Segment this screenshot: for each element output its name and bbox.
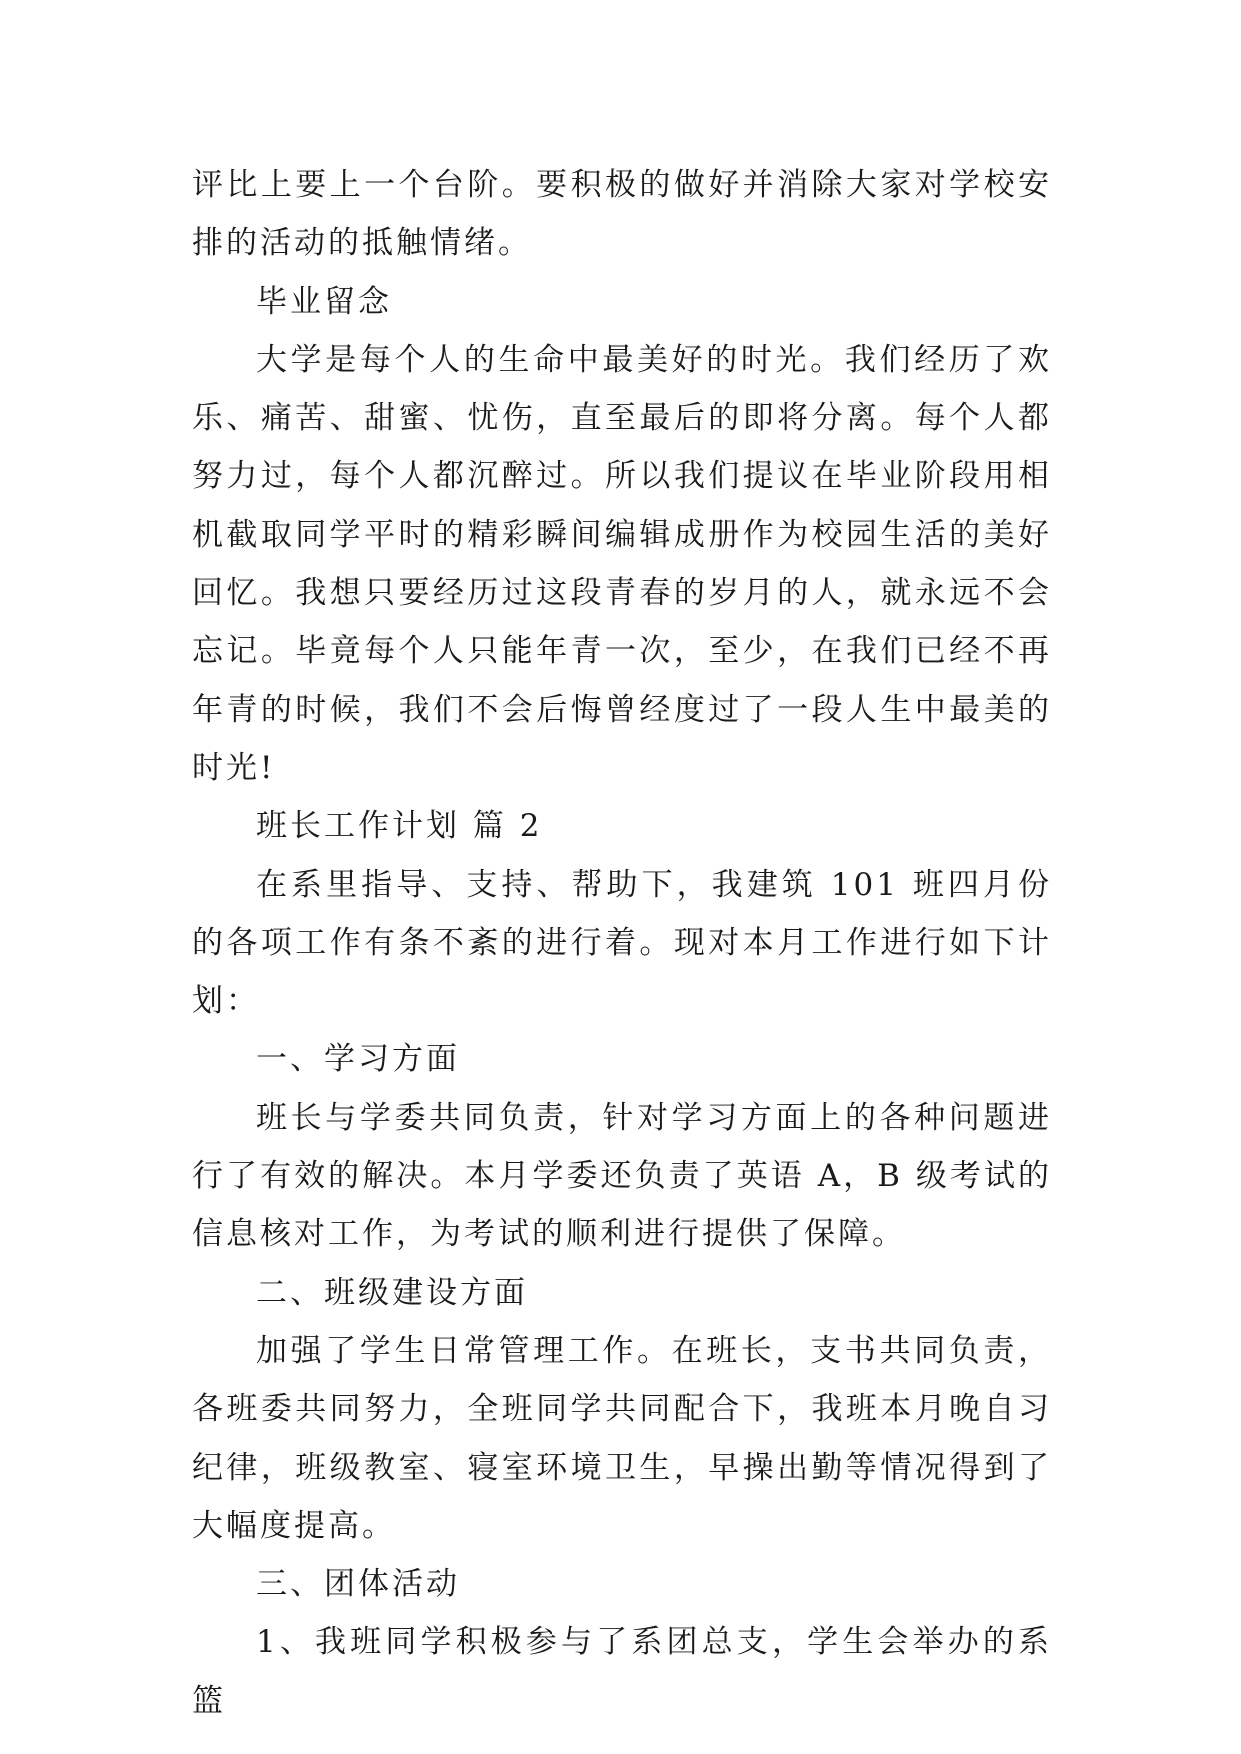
paragraph-group-activities: 1、我班同学积极参与了系团总支，学生会举办的系篮 [192,1624,1052,1719]
section-heading-graduation: 毕业留念 [256,283,392,320]
paragraph-study: 班长与学委共同负责，针对学习方面上的各种问题进行了有效的解决。本月学委还负责了英语 A，B 级考试的信息核对工作，为考试的顺利进行提供了保障。 [192,1099,1052,1253]
paragraph-class-building: 加强了学生日常管理工作。在班长，支书共同负责，各班委共同努力，全班同学共同配合下，我班本月晚自习纪律，班级教室、寝室环境卫生，早操出勤等情况得到了大幅度提高。 [192,1332,1052,1544]
section-heading-study: 一、学习方面 [256,1041,460,1078]
section-heading-plan-2: 班长工作计划 篇 2 [256,808,543,845]
section-heading-class-building: 二、班级建设方面 [256,1274,528,1311]
paragraph-continuation: 评比上要上一个台阶。要积极的做好并消除大家对学校安排的活动的抵触情绪。 [192,167,1052,262]
paragraph-graduation: 大学是每个人的生命中最美好的时光。我们经历了欢乐、痛苦、甜蜜、忧伤，直至最后的即将分离。每个人都努力过，每个人都沉醉过。所以我们提议在毕业阶段用相机截取同学平时的精彩瞬间编辑成册作为校园生活的美好回忆。我想只要经历过这段青春的岁月的人，就永远不会忘记。毕竟每个人只能年青一次，至少，在我们已经不再年青的时候，我们不会后悔曾经度过了一段人生中最美的时光! [192,341,1052,786]
paragraph-intro: 在系里指导、支持、帮助下，我建筑 101 班四月份的各项工作有条不紊的进行着。现对本月工作进行如下计划： [192,866,1052,1020]
document-body [192,156,1052,1730]
section-heading-group-activities: 三、团体活动 [256,1566,460,1603]
